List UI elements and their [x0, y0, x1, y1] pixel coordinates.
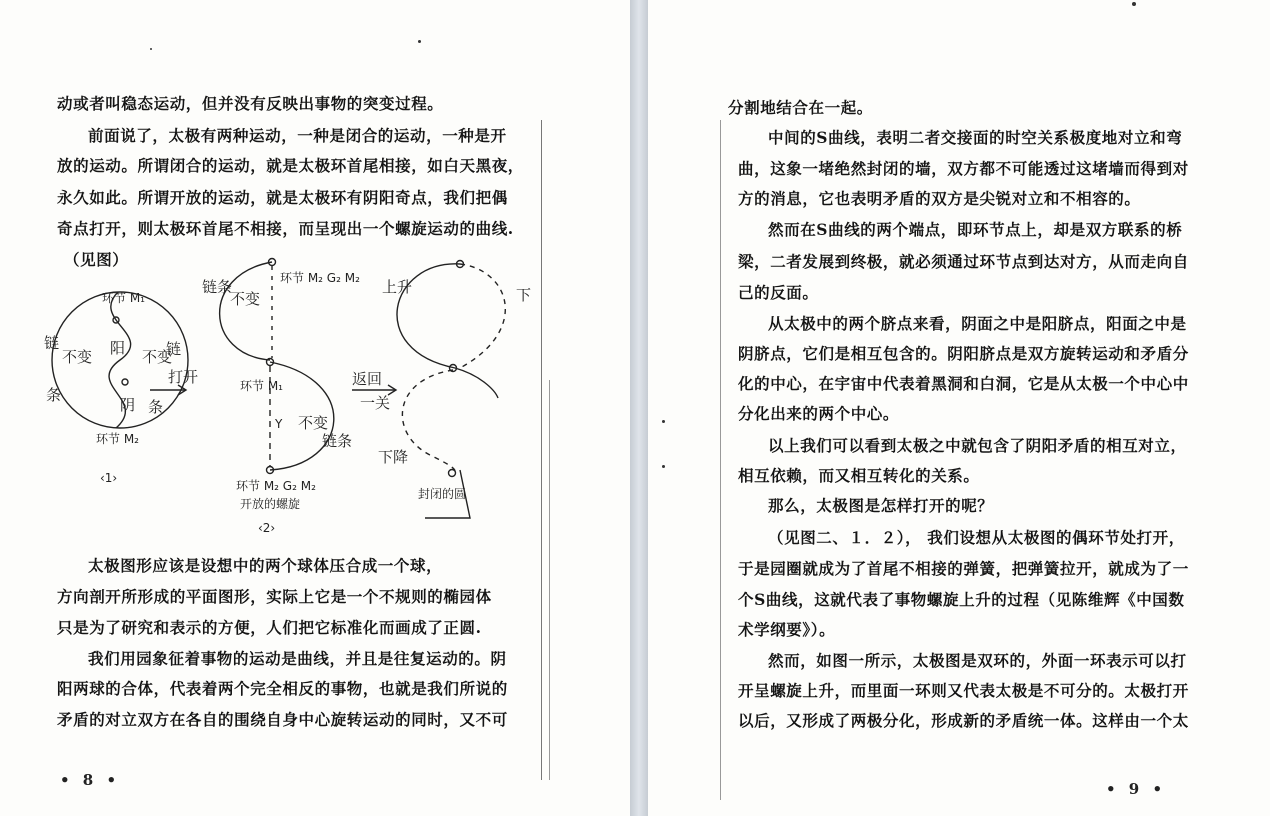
text-line: 个S曲线，这就代表了事物螺旋上升的过程（见陈维辉《中国数 [738, 590, 1185, 609]
label-closed-spring: 封闭的圆 [418, 487, 467, 501]
scan-speck [662, 420, 665, 423]
spiral-upper-arc [220, 262, 272, 360]
text-line: 然而在S曲线的两个端点，即环节点上，却是双方联系的桥 [768, 220, 1183, 239]
label-invariant-right: 不变 [142, 348, 173, 366]
scan-speck [418, 40, 421, 43]
spring-solid-arc [397, 264, 498, 398]
text-line: 我们用园象征着事物的运动是曲线，并且是往复运动的。阴 [88, 649, 507, 668]
label-top-node-mid: 环节 M₂ G₂ M₂ [280, 271, 360, 285]
label-bottom-node-mid: 环节 M₂ G₂ M₂ [236, 479, 316, 493]
label-strip-left: 条 [46, 386, 62, 404]
label-yang: 阳 [110, 339, 126, 357]
text-line: 阴脐点，它们是相互包含的。阴阳脐点是双方旋转运动和矛盾分 [738, 344, 1189, 363]
label-chain-right: 链 [166, 340, 182, 358]
taiji-opening-diagram [30, 250, 540, 550]
label-chain-left: 链 [44, 334, 60, 352]
text-line: （见图） [64, 250, 129, 269]
text-line: 方向剖开所形成的平面图形，实际上它是一个不规则的椭园体 [57, 587, 492, 606]
text-line: 然而，如图一所示，太极图是双环的，外面一环表示可以打 [768, 651, 1187, 670]
spring-lower-dashed [402, 370, 455, 475]
page-gutter [630, 0, 648, 816]
label-down: 下 [516, 286, 532, 304]
text-line: 于是园圈就成为了首尾不相接的弹簧，把弹簧拉开，就成为了一 [738, 559, 1189, 578]
label-strip-right: 条 [148, 398, 164, 416]
page-number: • 8 • [60, 771, 121, 789]
text-line: 己的反面。 [738, 283, 819, 302]
spring-dashed-arc [460, 264, 505, 368]
yin-navel-point [122, 379, 128, 385]
scan-edge-line [720, 120, 721, 800]
label-descend: 下降 [378, 448, 409, 466]
text-line: 奇点打开，则太极环首尾不相接，而呈现出一个螺旋运动的曲线. [57, 219, 514, 238]
label-one-off: 一关 [360, 394, 391, 412]
text-line: 那么，太极图是怎样打开的呢？ [768, 496, 994, 515]
label-bottom-node-left: 环节 M₂ [96, 432, 139, 446]
scan-edge-line [541, 120, 542, 780]
label-yin: 阴 [120, 396, 136, 414]
diagram-svg [30, 250, 540, 550]
label-up: 上升 [382, 278, 413, 296]
text-line: 从太极中的两个脐点来看，阴面之中是阳脐点，阳面之中是 [768, 314, 1187, 333]
text-line: 分割地结合在一起。 [728, 98, 873, 117]
label-lower-invariant: 不变 [298, 414, 329, 432]
text-line: 化的中心，在宇宙中代表着黑洞和白洞，它是从太极一个中心中 [738, 374, 1189, 393]
text-line: 开呈螺旋上升，而里面一环则又代表太极是不可分的。太极打开 [738, 681, 1189, 700]
page-number: • 9 • [1106, 780, 1167, 798]
text-line: 动或者叫稳态运动，但并没有反映出事物的突变过程。 [57, 94, 444, 113]
label-open: 打开 [168, 368, 199, 386]
label-fig2-caption: ‹2› [258, 521, 276, 535]
text-line: 以上我们可以看到太极之中就包含了阴阳矛盾的相互对立， [768, 436, 1187, 455]
scan-speck [662, 465, 665, 468]
text-line: 中间的S曲线，表明二者交接面的时空关系极度地对立和弯 [768, 128, 1183, 147]
label-spiral-caption: 开放的螺旋 [240, 497, 301, 511]
text-line: 方的消息，它也表明矛盾的双方是尖锐对立和不相容的。 [738, 189, 1141, 208]
text-line: 相互依赖，而又相互转化的关系。 [738, 466, 980, 485]
text-line: 太极图形应该是设想中的两个球体压合成一个球， [88, 556, 443, 575]
scan-edge-line [549, 380, 550, 780]
right-page [648, 0, 1270, 816]
scan-speck [1132, 2, 1136, 6]
spring-bottom-node [449, 470, 456, 477]
label-invariant-left: 不变 [62, 348, 93, 366]
label-return: 返回 [352, 370, 383, 388]
text-line: 矛盾的对立双方在各自的围绕自身中心旋转运动的同时，又不可 [57, 710, 508, 729]
label-fig1-caption: ‹1› [100, 471, 118, 485]
text-line: 永久如此。所谓开放的运动，就是太极环有阴阳奇点，我们把偶 [57, 188, 508, 207]
label-top-node-left: 环节 M₁ [102, 291, 145, 305]
label-y: Y [275, 417, 283, 431]
text-line: 梁，二者发展到终极，就必须通过环节点到达对方，从而走向自 [738, 252, 1189, 271]
text-line: 前面说了，太极有两种运动，一种是闭合的运动，一种是开 [88, 126, 507, 145]
text-line: 只是为了研究和表示的方便，人们把它标准化而画成了正圆. [57, 618, 482, 637]
text-line: 曲，这象一堵绝然封闭的墙，双方都不可能透过这堵墙而得到对 [738, 159, 1189, 178]
scan-speck [150, 48, 152, 50]
left-page [0, 0, 630, 816]
label-top-invariant: 不变 [230, 290, 261, 308]
text-line: 分化出来的两个中心。 [738, 404, 900, 423]
label-lower-chain: 链条 [322, 432, 353, 450]
text-line: 以后，又形成了两极分化，形成新的矛盾统一体。这样由一个太 [738, 711, 1189, 730]
label-top-chain: 链条 [202, 278, 233, 296]
text-line: 阳两球的合体，代表着两个完全相反的事物，也就是我们所说的 [57, 679, 508, 698]
text-line: （见图二、１．２）， 我们设想从太极图的偶环节处打开， [768, 528, 1185, 547]
text-line: 放的运动。所谓闭合的运动，就是太极环首尾相接，如白天黑夜， [57, 156, 524, 175]
text-line: 术学纲要》）。 [738, 620, 836, 639]
label-mid-node: 环节 M₁ [240, 379, 283, 393]
